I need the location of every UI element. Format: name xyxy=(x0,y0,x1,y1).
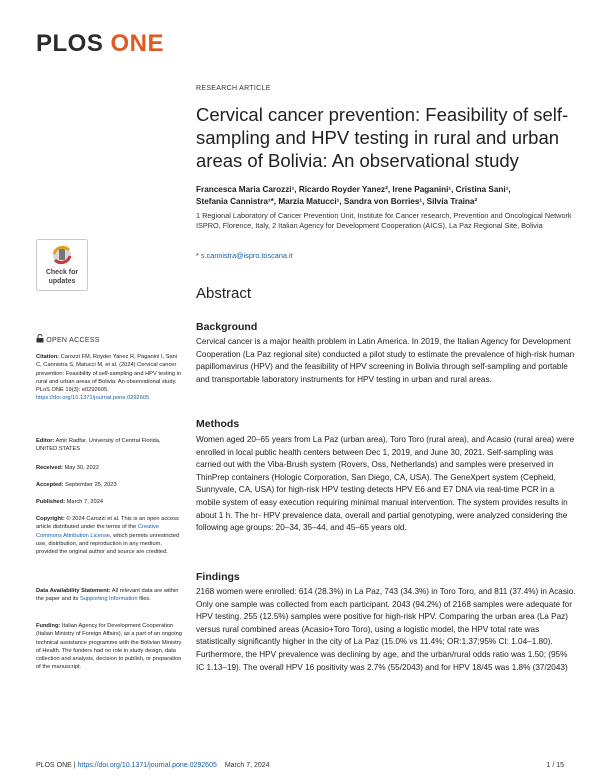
page-number: 1 / 15 xyxy=(546,762,564,769)
journal-logo[interactable] xyxy=(36,30,164,58)
email-star: * xyxy=(196,251,199,260)
citation-block xyxy=(36,353,182,403)
citation-text: Carozzi FM, Royder Yanez R, Paganini I, Sani C, Cannistra S, Matucci M, et al. (2024) Cervical cancer prevention: Feasibility of self-sampling and HPV testing in rural and urban areas of Bolivia: An observational study. PLoS ONE 19(3): e0292605. xyxy=(36,354,182,394)
author-list xyxy=(196,184,576,208)
received-label: Received: xyxy=(36,465,63,471)
citation-label: Citation: xyxy=(36,354,60,360)
check-badge-line1: Check for xyxy=(45,269,79,276)
page-footer xyxy=(36,762,270,769)
footer-separator: | xyxy=(73,762,76,769)
authors-line-2: Stefania Cannistra¹*, Marzia Matucci¹, Sandra von Borries¹, Silvia Traina² xyxy=(196,197,478,206)
funding-label: Funding: xyxy=(36,623,61,629)
logo-one: ONE xyxy=(110,30,165,57)
supporting-information-link[interactable]: Supporting Information xyxy=(79,596,138,603)
findings-paragraph: 2168 women were enrolled: 614 (28.3%) in La Paz, 743 (34.3%) in Toro Toro, and 811 (37.4%) in Acasio. Only one sample was collected from each participant. 2043 (94.2%) of 2168 samples were adequate for HPV testing. 255 (12.5%) samples were positive for high-risk HPV. Comparing the urban area (La Paz) versus rural combined areas (Acasio+Toro Toro), using a logistic model, the HPV total rate was statistically significantly higher in the city of La Paz (15.0% vs 11.4%; OR:1.37;95% CI: 1.04–1.80). Furthermore, the HPV prevalence was declining by age, and the urban/rural odds ratio was 1.50; (95% IC 1.13–19). The overall HPV 16 positivity was 2.7% (55/2043) and for HPV 18/45 was 1.8% (37/2043) xyxy=(196,587,576,672)
email-address[interactable]: s.cannistra@ispro.toscana.it xyxy=(200,251,293,260)
article-title: Cervical cancer prevention: Feasibility of self-sampling and HPV testing in rural and urban areas of Bolivia: An observational study xyxy=(196,104,569,171)
check-for-updates-badge[interactable] xyxy=(36,239,88,291)
authors-line-1: Francesca Maria Carozzi¹, Ricardo Royder Yanez², Irene Paganini¹, Cristina Sani¹, xyxy=(196,185,511,194)
accepted-date: September 25, 2023 xyxy=(65,482,117,488)
received-block xyxy=(36,464,182,472)
background-paragraph: Cervical cancer is a major health problem in Latin America. In 2019, the Italian Agency for Development Cooperation (La Paz regional site) conducted a pilot study to estimate the prevalence of high-risk human papillomavirus (HPV) and the feasibility of HPV screening in Bolivia through self-sampling and portable and transportable laboratory instruments for HPV testing in urban and rural areas. xyxy=(196,337,575,384)
copyright-block xyxy=(36,515,182,556)
editor-label: Editor: xyxy=(36,438,55,444)
methods-paragraph: Women aged 20–65 years from La Paz (urban area), Toro Toro (rural area), and Acasio (rural area) were enrolled in local public health centers between Dec 1, 2019, and June 30, 2021. Self-sampling was carried out with the Viba-Brush system (Rovers, Oss, Netherlands) and samples were preserved in ThinPrep containers (Hologic Corporation, San Diego, CA, USA). The GeneXpert system (Cepheid, Sunnyvale, CA, USA) for high-risk HPV testing detects HPV E6 and E7 DNA via real-time PCR in a mobile system of easy execution requiring minimal manual intervention. The system provides results in about 1 h. The hr- HPV prevalence data, overall and partial genotyping, were analyzed considering the following age groups: 20–34, 35–44, and 45–65 years old. xyxy=(196,435,575,533)
open-access-label: OPEN ACCESS xyxy=(46,337,100,344)
copyright-text-b: , which permits unrestricted use, distribution, and reproduction in any medium, provided the original author and source are credited. xyxy=(36,532,180,556)
published-label: Published: xyxy=(36,499,66,505)
footer-journal: PLOS ONE xyxy=(36,762,72,769)
editor-text: Amir Radfar, University of Central Florida, UNITED STATES xyxy=(36,438,161,453)
check-badge-line2: updates xyxy=(48,278,76,285)
corresponding-email[interactable] xyxy=(196,251,293,260)
footer-date: March 7, 2024 xyxy=(224,762,270,769)
citation-doi-link[interactable]: https://doi.org/10.1371/journal.pone.0292605 xyxy=(36,395,150,402)
open-lock-icon xyxy=(36,334,44,343)
methods-heading: Methods xyxy=(196,418,240,430)
check-updates-icon xyxy=(36,239,88,291)
accepted-label: Accepted: xyxy=(36,482,64,488)
published-block xyxy=(36,498,182,506)
received-date: May 30, 2022 xyxy=(64,465,99,471)
copyright-text-a: © 2024 Carozzi et al. This is an open access article distributed under the terms of the xyxy=(36,516,179,531)
logo-plos: PLOS xyxy=(36,30,104,57)
cc-license-link[interactable]: Creative Commons Attribution License xyxy=(36,524,159,539)
open-access-badge xyxy=(36,334,100,344)
funding-block xyxy=(36,622,182,672)
findings-heading: Findings xyxy=(196,571,240,583)
data-availability-label: Data Availability Statement: xyxy=(36,588,111,594)
data-availability-text-a: All relevant data are within the paper and its xyxy=(36,588,179,603)
data-availability-text-b: files. xyxy=(139,596,151,603)
footer-doi-link[interactable]: https://doi.org/10.1371/journal.pone.0292605 xyxy=(77,762,217,769)
accepted-block xyxy=(36,481,182,489)
copyright-label: Copyright: xyxy=(36,516,65,522)
abstract-heading: Abstract xyxy=(196,285,252,302)
data-availability-block xyxy=(36,587,182,604)
editor-block xyxy=(36,437,182,454)
article-type: RESEARCH ARTICLE xyxy=(196,85,271,92)
funding-text: Italian Agency for Development Cooperation (Italian Ministry of Foreign Affairs), as a part of an ongoing technical assistance programme with the Bolivian Ministry of Health. The funders had no role in study design, data collection and analysis, decision to publish, or preparation of the manuscript. xyxy=(36,623,182,671)
affiliations: 1 Regional Laboratory of Cancer Prevention Unit, Institute for Cancer research, Prevention and Oncological Network ISPRO, Florence, Italy, 2 Italian Agency for Development Cooperation (AICS), La Paz Regional Site, Bolivia xyxy=(196,211,572,230)
background-heading: Background xyxy=(196,321,258,333)
published-date: March 7, 2024 xyxy=(66,499,104,505)
